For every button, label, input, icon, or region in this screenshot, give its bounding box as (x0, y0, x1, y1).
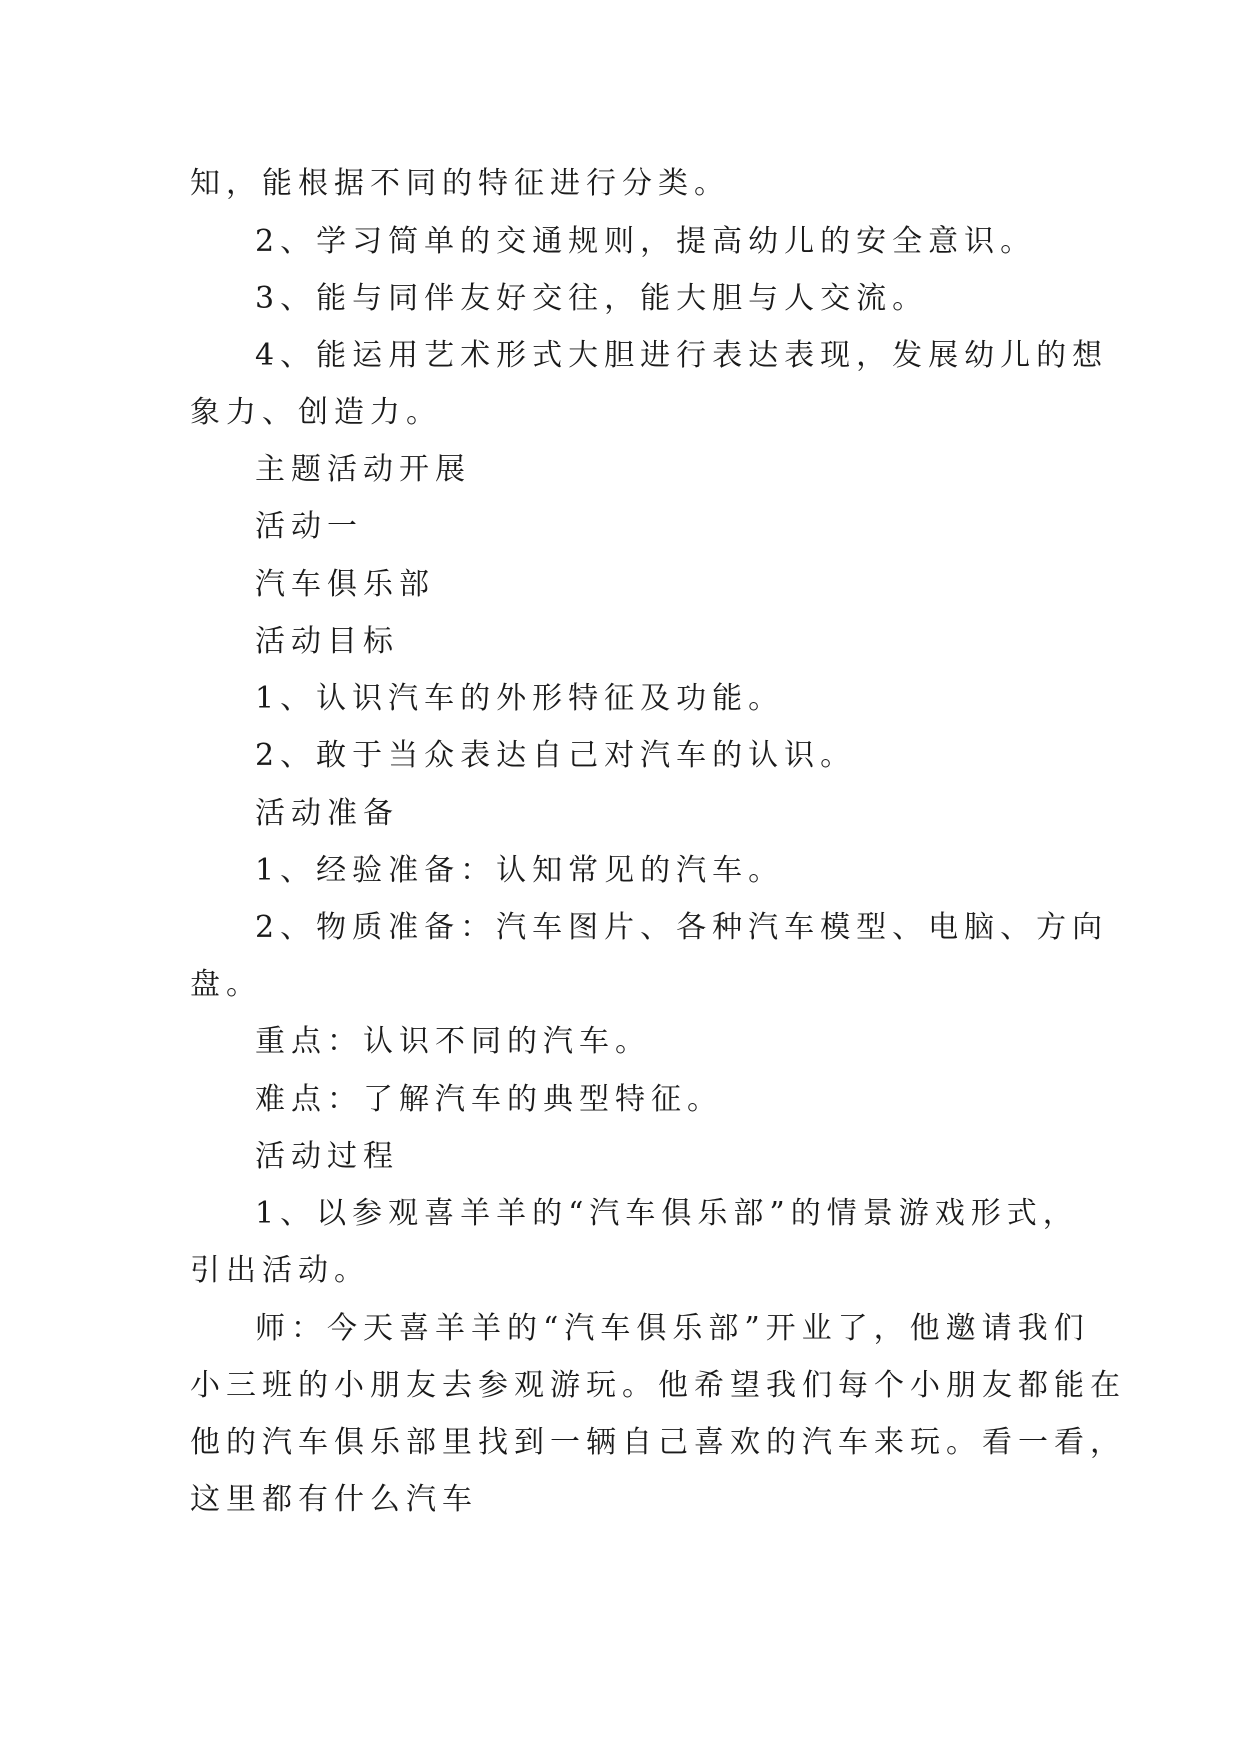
activity-title: 汽车俱乐部 (255, 567, 435, 602)
text-line: 盘。 (190, 967, 262, 1002)
text-line: 1、以参观喜羊羊的“汽车俱乐部”的情景游戏形式， (255, 1196, 1079, 1231)
text-line: 象力、创造力。 (190, 395, 442, 430)
subsection-heading: 活动准备 (255, 796, 399, 831)
text-line: 小三班的小朋友去参观游玩。他希望我们每个小朋友都能在 (190, 1368, 1126, 1403)
text-line: 2、敢于当众表达自己对汽车的认识。 (255, 738, 857, 773)
text-line: 师：今天喜羊羊的“汽车俱乐部”开业了，他邀请我们 (255, 1311, 1090, 1346)
section-heading: 主题活动开展 (255, 452, 471, 487)
text-line: 难点：了解汽车的典型特征。 (255, 1082, 723, 1117)
subsection-heading: 活动目标 (255, 624, 399, 659)
text-line: 2、学习简单的交通规则，提高幼儿的安全意识。 (255, 224, 1037, 259)
subsection-heading: 活动过程 (255, 1139, 399, 1174)
text-line: 3、能与同伴友好交往，能大胆与人交流。 (255, 281, 929, 316)
text-line: 引出活动。 (190, 1253, 370, 1288)
activity-label: 活动一 (255, 509, 363, 544)
text-line: 重点：认识不同的汽车。 (255, 1024, 651, 1059)
text-line: 4、能运用艺术形式大胆进行表达表现，发展幼儿的想 (255, 338, 1109, 373)
text-line: 1、经验准备：认知常见的汽车。 (255, 853, 785, 888)
text-line: 他的汽车俱乐部里找到一辆自己喜欢的汽车来玩。看一看， (190, 1425, 1126, 1460)
text-line: 1、认识汽车的外形特征及功能。 (255, 681, 785, 716)
text-line: 2、物质准备：汽车图片、各种汽车模型、电脑、方向 (255, 910, 1109, 945)
text-line: 知，能根据不同的特征进行分类。 (190, 166, 730, 201)
text-line: 这里都有什么汽车 (190, 1482, 478, 1517)
